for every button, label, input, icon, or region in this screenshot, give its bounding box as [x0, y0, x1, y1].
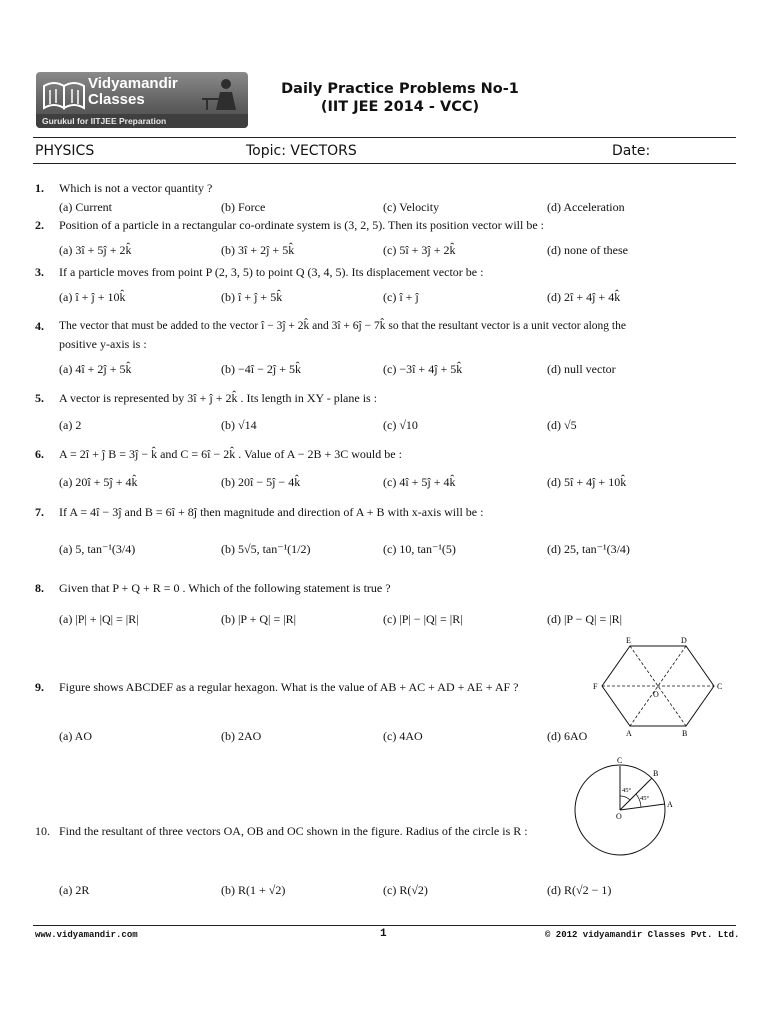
question-2: 2. Position of a particle in a rectangular co-ordinate system is (3, 2, 5). Then its position vector will be : — [35, 218, 544, 232]
q9-option-d: (d) 6AO — [547, 729, 588, 743]
q3-option-a: (a) î + ĵ + 10k̂ — [59, 290, 126, 304]
q1-option-d: (d) Acceleration — [547, 200, 625, 214]
q2-option-b: (b) 3î + 2ĵ + 5k̂ — [221, 243, 295, 257]
footer-rule — [33, 925, 736, 926]
question-1: 1. Which is not a vector quantity ? — [35, 181, 213, 195]
q6-option-b: (b) 20î − 5ĵ − 4k̂ — [221, 475, 301, 489]
q5-option-b: (b) √14 — [221, 418, 257, 432]
circle-label-c: C — [617, 756, 623, 765]
hex-label-a: A — [626, 729, 632, 738]
logo — [36, 72, 248, 128]
question-4: 4. The vector that must be added to the vector î − 3ĵ + 2k̂ and 3î + 6ĵ − 7k̂ so that the resultant vector is a unit vector along the — [35, 319, 626, 333]
circle-angle-1: 45° — [622, 787, 632, 794]
q7-option-b: (b) 5√5, tan⁻¹(1/2) — [221, 542, 311, 556]
q2-option-a: (a) 3î + 5ĵ + 2k̂ — [59, 243, 132, 257]
q6-option-d: (d) 5î + 4ĵ + 10k̂ — [547, 475, 627, 489]
hex-label-e: E — [626, 636, 631, 645]
logo-line2: Classes — [88, 91, 145, 108]
q6-option-a: (a) 20î + 5ĵ + 4k̂ — [59, 475, 138, 489]
page-title: Daily Practice Problems No-1 — [281, 81, 519, 97]
q8-option-d: (d) |P − Q| = |R| — [547, 612, 623, 626]
footer-website: www.vidyamandir.com — [35, 930, 138, 940]
q1-option-c: (c) Velocity — [383, 200, 440, 214]
circle-figure — [574, 752, 694, 872]
topic-label: Topic: VECTORS — [246, 143, 357, 159]
q9-option-a: (a) AO — [59, 729, 92, 743]
q5-option-c: (c) √10 — [383, 418, 418, 432]
question-3: 3. If a particle moves from point P (2, 3, 5) to point Q (3, 4, 5). Its displacement vector be : — [35, 265, 484, 279]
q4-option-c: (c) −3î + 4ĵ + 5k̂ — [383, 362, 463, 376]
q9-option-c: (c) 4AO — [383, 729, 423, 743]
q4-option-a: (a) 4î + 2ĵ + 5k̂ — [59, 362, 132, 376]
book-icon — [42, 80, 86, 110]
q7-option-c: (c) 10, tan⁻¹(5) — [383, 542, 456, 556]
q9-option-b: (b) 2AO — [221, 729, 262, 743]
footer-page-number: 1 — [380, 928, 387, 940]
circle-label-a: A — [667, 800, 673, 809]
question-6: 6. A = 2î + ĵ B = 3ĵ − k̂ and C = 6î − 2k̂ . Value of A − 2B + 3C would be : — [35, 447, 402, 461]
q5-option-d: (d) √5 — [547, 418, 577, 432]
logo-tagline: Gurukul for IITJEE Preparation — [36, 114, 248, 128]
header-rule-top — [33, 137, 736, 138]
date-label: Date: — [612, 143, 651, 159]
q3-option-b: (b) î + ĵ + 5k̂ — [221, 290, 283, 304]
q10-option-c: (c) R(√2) — [383, 883, 428, 897]
scholar-figure-icon — [196, 76, 244, 112]
circle-label-o: O — [616, 812, 622, 821]
hex-label-f: F — [593, 682, 598, 691]
q10-option-d: (d) R(√2 − 1) — [547, 883, 612, 897]
question-5: 5. A vector is represented by 3î + ĵ + 2k̂ . Its length in XY - plane is : — [35, 391, 378, 405]
circle-angle-2: 45° — [640, 795, 650, 802]
q2-option-c: (c) 5î + 3ĵ + 2k̂ — [383, 243, 456, 257]
q7-option-a: (a) 5, tan⁻¹(3/4) — [59, 542, 136, 556]
circle-label-b: B — [653, 769, 659, 778]
q3-option-c: (c) î + ĵ — [383, 290, 419, 304]
q8-option-a: (a) |P| + |Q| = |R| — [59, 612, 139, 626]
question-10: 10. Find the resultant of three vectors OA, OB and OC shown in the figure. Radius of the circle is R : — [35, 824, 528, 838]
q6-option-c: (c) 4î + 5ĵ + 4k̂ — [383, 475, 456, 489]
q10-option-a: (a) 2R — [59, 883, 90, 897]
question-4-line2: positive y-axis is : — [59, 337, 147, 351]
question-7: 7. If A = 4î − 3ĵ and B = 6î + 8ĵ then magnitude and direction of A + B with x-axis will be : — [35, 505, 484, 519]
hex-label-b: B — [682, 729, 688, 738]
q8-option-c: (c) |P| − |Q| = |R| — [383, 612, 463, 626]
q1-option-a: (a) Current — [59, 200, 112, 214]
question-8: 8. Given that P + Q + R = 0 . Which of the following statement is true ? — [35, 581, 391, 595]
question-9: 9. Figure shows ABCDEF as a regular hexagon. What is the value of AB + AC + AD + AE + AF ? — [35, 680, 519, 694]
q1-option-b: (b) Force — [221, 200, 266, 214]
q2-option-d: (d) none of these — [547, 243, 628, 257]
q7-option-d: (d) 25, tan⁻¹(3/4) — [547, 542, 630, 556]
subject-label: PHYSICS — [35, 143, 95, 159]
q10-option-b: (b) R(1 + √2) — [221, 883, 286, 897]
q5-option-a: (a) 2 — [59, 418, 82, 432]
hex-label-o: O — [653, 690, 659, 699]
logo-brand — [88, 76, 178, 108]
footer-copyright: © 2012 vidyamandir Classes Pvt. Ltd. — [545, 930, 740, 940]
hex-label-d: D — [681, 636, 687, 645]
hexagon-figure — [592, 634, 740, 742]
q3-option-d: (d) 2î + 4ĵ + 4k̂ — [547, 290, 621, 304]
hex-label-c: C — [717, 682, 723, 691]
q4-option-d: (d) null vector — [547, 362, 616, 376]
logo-line1: Vidyamandir — [88, 75, 178, 92]
header-rule-bottom — [33, 163, 736, 164]
q4-option-b: (b) −4î − 2ĵ + 5k̂ — [221, 362, 301, 376]
q8-option-b: (b) |P + Q| = |R| — [221, 612, 297, 626]
page-subtitle: (IIT JEE 2014 - VCC) — [320, 99, 480, 115]
